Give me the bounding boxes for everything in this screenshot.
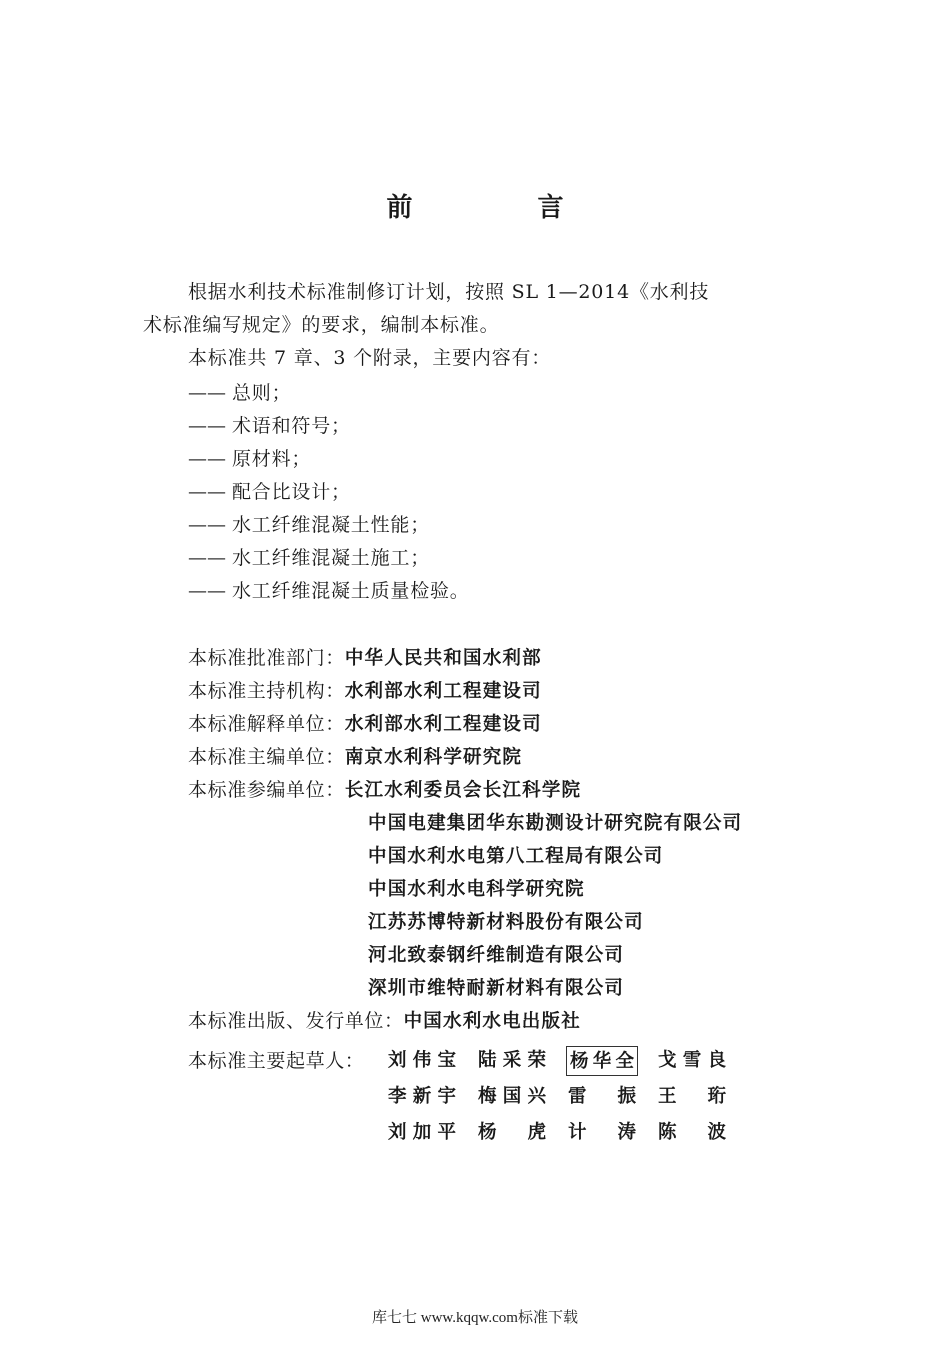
dash-marker: —— xyxy=(188,448,226,470)
drafters-row xyxy=(188,1043,748,1079)
drafter-name: 计涛 xyxy=(568,1122,636,1143)
list-item xyxy=(188,476,470,509)
drafter-name: 刘加平 xyxy=(388,1122,456,1143)
standard-info xyxy=(188,642,742,1038)
participant-unit: 河北致泰钢纤维制造有限公司 xyxy=(368,945,625,966)
list-item-text: 术语和符号； xyxy=(232,415,351,437)
interpret-row xyxy=(188,708,742,741)
publisher-value: 中国水利水电出版社 xyxy=(403,1011,581,1032)
list-item-text: 总则； xyxy=(232,382,292,404)
participant-unit: 中国电建集团华东勘测设计研究院有限公司 xyxy=(368,813,743,834)
participant-unit: 江苏苏博特新材料股份有限公司 xyxy=(368,912,644,933)
list-item xyxy=(188,443,470,476)
contents-list xyxy=(188,377,470,608)
drafter-name: 戈雪良 xyxy=(658,1050,726,1071)
list-item xyxy=(188,509,470,542)
participants-row xyxy=(188,774,742,807)
host-row xyxy=(188,675,742,708)
chief-editor-row xyxy=(188,741,742,774)
list-item-text: 原材料； xyxy=(232,448,312,470)
drafter-name-highlighted: 杨华全 xyxy=(566,1046,638,1076)
chief-editor-label: 本标准主编单位： xyxy=(188,746,345,768)
dash-marker: —— xyxy=(188,580,226,602)
approval-value: 中华人民共和国水利部 xyxy=(344,648,542,669)
participant-unit: 中国水利水电第八工程局有限公司 xyxy=(368,846,664,867)
publisher-row xyxy=(188,1005,742,1038)
approval-label: 本标准批准部门： xyxy=(188,647,345,669)
contents-intro: 本标准共 7 章、3 个附录，主要内容有： xyxy=(188,347,552,369)
chief-editor-value: 南京水利科学研究院 xyxy=(344,747,523,768)
list-item-text: 水工纤维混凝土施工； xyxy=(232,547,431,569)
drafter-name: 雷振 xyxy=(568,1086,636,1107)
footer-watermark: 库七七 www.kqqw.com标准下载 xyxy=(372,1310,578,1326)
list-item xyxy=(188,377,470,410)
drafters-row xyxy=(188,1115,748,1151)
participants-row xyxy=(188,840,742,873)
drafter-name: 陈波 xyxy=(658,1122,726,1143)
participants-row xyxy=(188,807,742,840)
list-item-text: 水工纤维混凝土性能； xyxy=(232,514,431,536)
dash-marker: —— xyxy=(188,547,226,569)
dash-marker: —— xyxy=(188,382,226,404)
drafter-name: 李新宇 xyxy=(388,1086,456,1107)
list-item-text: 配合比设计； xyxy=(232,481,351,503)
drafters-label: 本标准主要起草人： xyxy=(188,1050,365,1072)
participant-unit: 深圳市维特耐新材料有限公司 xyxy=(368,978,625,999)
list-item xyxy=(188,575,470,608)
list-item-text: 水工纤维混凝土质量检验。 xyxy=(232,580,470,602)
drafters-row xyxy=(188,1079,748,1115)
intro-line-1: 根据水利技术标准制修订计划，按照 SL 1—2014《水利技 xyxy=(188,281,710,303)
drafter-name: 梅国兴 xyxy=(478,1086,546,1107)
dash-marker: —— xyxy=(188,481,226,503)
publisher-label: 本标准出版、发行单位： xyxy=(188,1010,404,1032)
participants-label: 本标准参编单位： xyxy=(188,779,345,801)
drafter-name: 杨虎 xyxy=(478,1122,546,1143)
participant-unit: 长江水利委员会长江科学院 xyxy=(344,780,582,801)
list-item xyxy=(188,542,470,575)
approval-row xyxy=(188,642,742,675)
drafter-name: 王珩 xyxy=(658,1086,726,1107)
participants-row xyxy=(188,972,742,1005)
participant-unit: 中国水利水电科学研究院 xyxy=(368,879,585,900)
page-title: 前 言 xyxy=(386,193,622,223)
host-value: 水利部水利工程建设司 xyxy=(344,681,542,702)
interpret-label: 本标准解释单位： xyxy=(188,713,345,735)
host-label: 本标准主持机构： xyxy=(188,680,345,702)
participants-row xyxy=(188,873,742,906)
list-item xyxy=(188,410,470,443)
drafter-name: 刘伟宝 xyxy=(388,1050,456,1071)
dash-marker: —— xyxy=(188,514,226,536)
interpret-value: 水利部水利工程建设司 xyxy=(344,714,542,735)
drafter-name: 陆采荣 xyxy=(478,1050,546,1071)
dash-marker: —— xyxy=(188,415,226,437)
drafters-block xyxy=(188,1043,748,1151)
participants-row xyxy=(188,906,742,939)
participants-row xyxy=(188,939,742,972)
intro-line-2: 术标准编写规定》的要求，编制本标准。 xyxy=(143,314,500,336)
